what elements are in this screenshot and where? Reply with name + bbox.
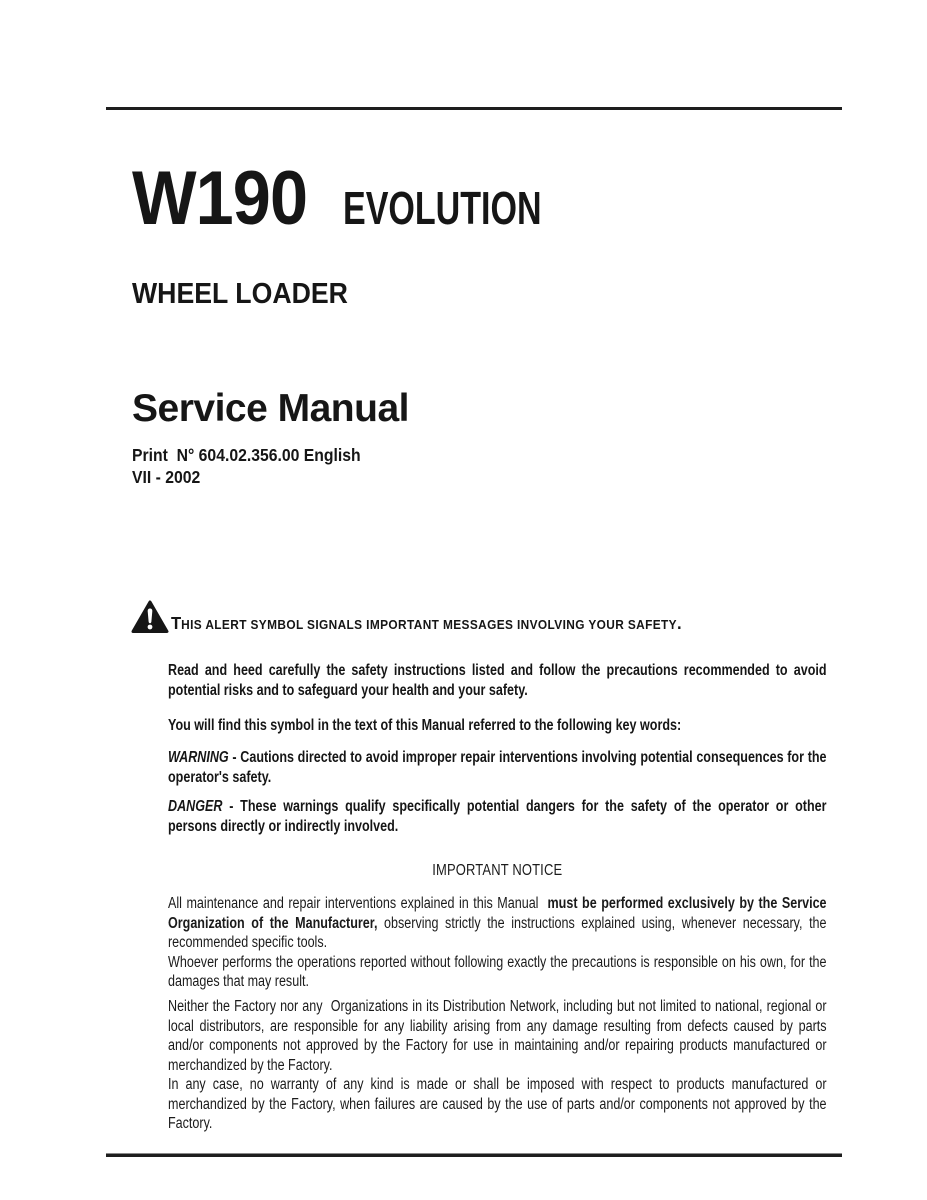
warning-paragraph [168, 748, 827, 787]
print-info [132, 444, 361, 488]
top-divider [106, 107, 842, 110]
maintenance-run-3: observing strictly the instructions explained using, whenever necessary, the recommended specific tools. [168, 914, 827, 951]
alert-caption-text: HIS ALERT SYMBOL SIGNALS IMPORTANT MESSAGES INVOLVING YOUR SAFETY [181, 618, 677, 632]
danger-paragraph [168, 797, 827, 836]
read-heed-paragraph: Read and heed carefully the safety instructions listed and follow the precautions recommended to avoid potential risks and to safeguard your health and your safety. [168, 662, 827, 699]
bottom-divider [106, 1153, 842, 1157]
warning-text: - Cautions directed to avoid improper repair interventions involving potential consequences for the operator's safety. [168, 749, 827, 786]
alert-caption-period: . [676, 613, 682, 633]
important-notice-heading: IMPORTANT NOTICE [432, 862, 563, 879]
danger-text: - These warnings qualify specifically potential dangers for the safety of the operator or other persons directly or indirectly involved. [168, 798, 827, 835]
maintenance-paragraph [168, 894, 827, 992]
safety-alert-statement [131, 600, 708, 634]
maintenance-line-2: Whoever performs the operations reported without following exactly the precautions is responsible on his own, for the damages that may result. [168, 953, 827, 990]
danger-term: DANGER [168, 798, 223, 815]
model-suffix-title: EVOLUTION [342, 182, 542, 234]
maintenance-run-1: All maintenance and repair interventions explained in this Manual [168, 895, 548, 912]
warning-triangle-icon [131, 600, 169, 634]
edition-date: VII - 2002 [132, 467, 201, 487]
alert-caption [171, 615, 682, 633]
alert-lead-cap: T [171, 613, 182, 633]
keywords-intro-paragraph: You will find this symbol in the text of this Manual referred to the following key words: [168, 717, 682, 734]
liability-paragraph [168, 997, 827, 1134]
model-title: W190 [132, 156, 308, 241]
liability-part-1: Neither the Factory nor any Organizations in its Distribution Network, including but not limited to national, regional or local distributors, are responsible for any liability arising from any damage resulting from defects caused by parts and/or components not approved by the Factory for use in maintaining and/or repairing products manufactured or merchandized by the Factory. [168, 998, 827, 1074]
print-number: Print N° 604.02.356.00 English [132, 445, 361, 465]
machine-type-title: WHEEL LOADER [132, 278, 348, 310]
warning-term: WARNING [168, 749, 229, 766]
manual-title: Service Manual [132, 387, 409, 430]
page-title [132, 156, 611, 241]
maintenance-run-bold: must be performed exclusively by the Service Organization of the Manufacturer, [168, 895, 827, 932]
liability-part-2: In any case, no warranty of any kind is made or shall be imposed with respect to products manufactured or merchandized by the Factory, when failures are caused by the use of parts and/or components not approved by the Factory. [168, 1076, 827, 1132]
